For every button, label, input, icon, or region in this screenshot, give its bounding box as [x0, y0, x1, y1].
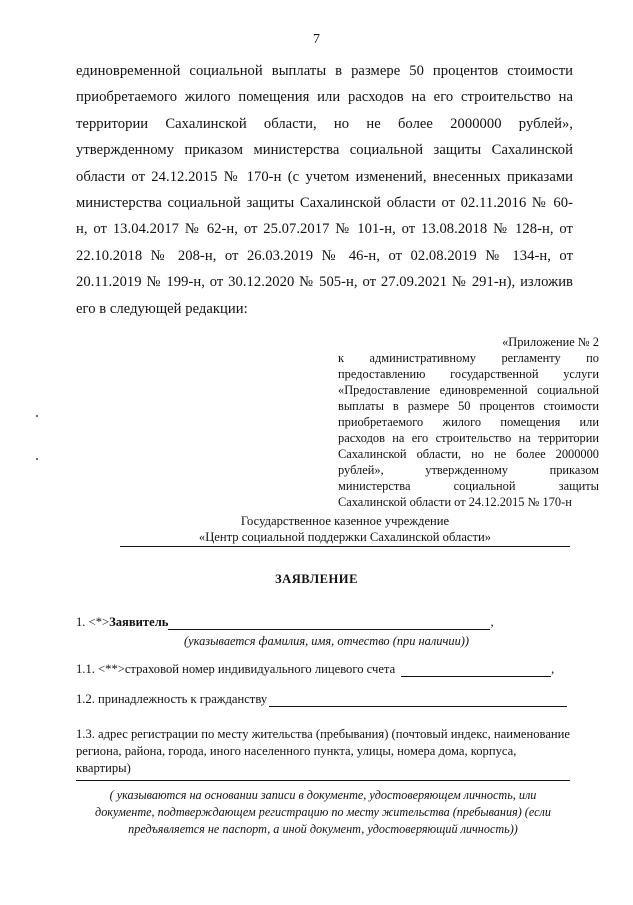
body-paragraph — [76, 58, 573, 322]
appendix-line: Сахалинской области от 24.12.2015 № 170-н — [338, 495, 572, 509]
appendix-line: «Предоставление единовременной социальной — [338, 383, 599, 397]
body-line: н, от 13.04.2017 № 62-н, от 25.07.2017 № 101-н, от 13.08.2018 № 128-н, от — [76, 221, 573, 238]
appendix-line: расходов на его строительство на территории — [338, 431, 599, 445]
scan-speck — [36, 458, 38, 460]
appendix-line: рублей», утвержденному приказом — [338, 463, 599, 477]
appendix-line: выплаты в размере 50 процентов стоимости — [338, 399, 599, 413]
citizenship-input-line[interactable] — [269, 693, 567, 707]
body-line: министерства социальной защиты Сахалинской области от 02.11.2016 № 60- — [76, 195, 573, 212]
body-line: единовременной социальной выплаты в размере 50 процентов стоимости — [76, 63, 573, 79]
appendix-line: министерства социальной защиты — [338, 479, 599, 493]
applicant-input-line[interactable] — [168, 616, 490, 630]
snils-suffix: , — [551, 662, 555, 676]
note-line: ( указываются на основании записи в документе, удостоверяющем личность, или — [109, 788, 537, 802]
institution-name: «Центр социальной поддержки Сахалинской области» — [120, 529, 570, 547]
body-line: 22.10.2018 № 208-н, от 26.03.2019 № 46-н, от 02.08.2019 № 134-н, от — [76, 247, 573, 264]
appendix-line: приобретаемого жилого помещения или — [338, 415, 599, 429]
form-title: ЗАЯВЛЕНИЕ — [274, 572, 359, 586]
appendix-line: предоставлению государственной услуги — [338, 367, 599, 381]
note-line: документе, подтверждающем регистрацию по месту жительства (пребывания) (если — [95, 805, 551, 819]
snils-label: 1.1. <**>страховой номер индивидуального лицевого счета — [76, 662, 396, 676]
applicant-prefix: 1. <*> — [76, 615, 110, 629]
body-line: утвержденному приказом министерства социальной защиты Сахалинской — [76, 142, 573, 159]
appendix-line: к административному регламенту по — [338, 351, 599, 365]
snils-row — [76, 661, 554, 677]
appendix-header — [338, 334, 599, 510]
applicant-suffix: , — [490, 615, 494, 629]
body-line: его в следующей редакции: — [76, 300, 248, 317]
appendix-line: «Приложение № 2 — [502, 335, 599, 349]
address-input-line[interactable] — [76, 780, 570, 781]
body-line: области от 24.12.2015 № 170-н (с учетом изменений, внесенных приказами — [76, 168, 573, 185]
page-number: 7 — [313, 32, 320, 47]
applicant-row — [76, 614, 494, 630]
body-line: территории Сахалинской области, но не более 2000000 рублей», — [76, 115, 573, 132]
appendix-line: Сахалинской области, но не более 2000000 — [338, 447, 599, 461]
address-label: 1.3. адрес регистрации по месту жительства (пребывания) (почтовый индекс, наименование региона, района, города, иного населенного пункта, улицы, номера дома, корпуса, квартиры) — [76, 727, 570, 775]
applicant-hint: (указывается фамилия, имя, отчество (при наличии)) — [184, 634, 470, 648]
note-line: предъявляется не паспорт, а иной документ, удостоверяющий личность)) — [128, 822, 518, 836]
snils-input-line[interactable] — [401, 663, 551, 677]
scan-speck — [36, 415, 38, 417]
institution-block — [120, 513, 570, 547]
body-line: 20.11.2019 № 199-н, от 30.12.2020 № 505-н, от 27.09.2021 № 291-н), изложив — [76, 274, 573, 291]
address-note — [76, 787, 570, 838]
institution-type: Государственное казенное учреждение — [240, 514, 450, 528]
applicant-label: Заявитель — [109, 615, 169, 629]
citizenship-label: 1.2. принадлежность к гражданству — [76, 692, 268, 706]
citizenship-row — [76, 691, 567, 707]
body-line: приобретаемого жилого помещения или расходов на его строительство на — [76, 89, 573, 106]
